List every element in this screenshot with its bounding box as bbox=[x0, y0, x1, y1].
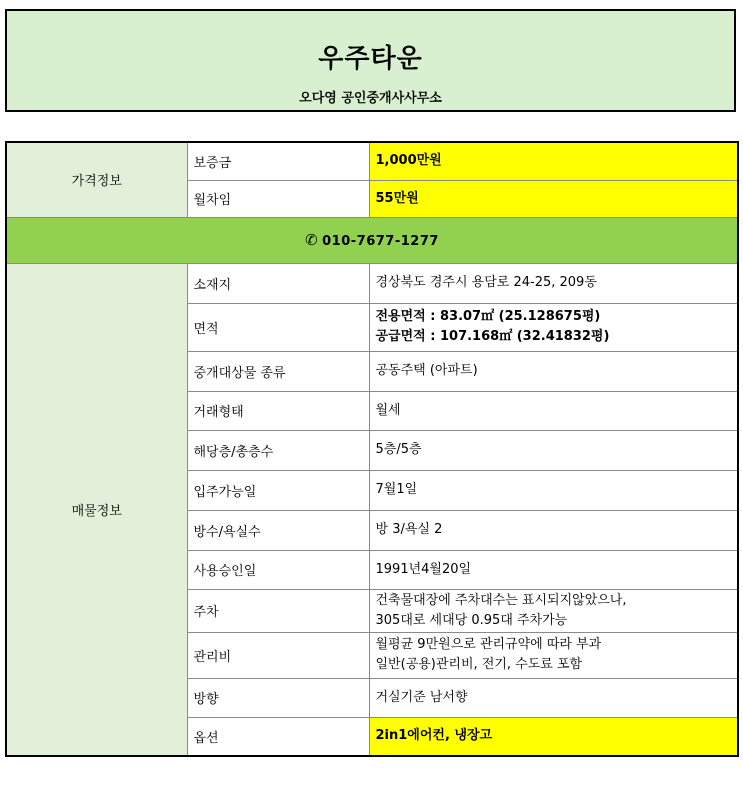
rent-label: 월차임 bbox=[187, 180, 369, 217]
rooms-baths-value bbox=[369, 510, 738, 550]
contact-row bbox=[6, 217, 738, 263]
approval-date-label: 사용승인일 bbox=[187, 550, 369, 589]
price-category: 가격정보 bbox=[6, 142, 187, 217]
location-value-line: 경상북도 경주시 용담로 24-25, 209동 bbox=[375, 275, 597, 290]
area-value-line: 공급면적 : 107.168㎡ (32.41832평) bbox=[375, 329, 610, 344]
maintenance-fee-label: 관리비 bbox=[187, 632, 369, 678]
listing-table bbox=[5, 141, 739, 757]
deposit-label: 보증금 bbox=[187, 142, 369, 180]
approval-date-value bbox=[369, 550, 738, 589]
rent-value: 55만원 bbox=[369, 180, 738, 217]
maintenance-fee-value-line: 일반(공용)관리비, 전기, 수도료 포함 bbox=[375, 657, 583, 672]
rooms-baths-label: 방수/욕실수 bbox=[187, 510, 369, 550]
options-value-line: 2in1에어컨, 냉장고 bbox=[375, 728, 493, 744]
contact-cell[interactable] bbox=[6, 217, 738, 263]
transaction-type-value bbox=[369, 391, 738, 430]
options-label: 옵션 bbox=[187, 717, 369, 756]
transaction-type-value-line: 월세 bbox=[375, 402, 401, 418]
area-value bbox=[369, 303, 738, 351]
parking-label: 주차 bbox=[187, 589, 369, 632]
approval-date-value-line: 1991년4월20일 bbox=[375, 561, 472, 577]
floor-value-line: 5층/5층 bbox=[375, 442, 422, 457]
property-type-value bbox=[369, 351, 738, 391]
agency-name: 오다영 공인중개사사무소 bbox=[299, 91, 442, 106]
location-label: 소재지 bbox=[187, 263, 369, 303]
direction-value bbox=[369, 678, 738, 717]
maintenance-fee-value bbox=[369, 632, 738, 678]
phone-number[interactable]: 010-7677-1277 bbox=[322, 234, 439, 249]
deposit-row bbox=[6, 142, 738, 180]
move-in-date-value-line: 7월1일 bbox=[375, 482, 418, 497]
floor-label: 해당층/총층수 bbox=[187, 430, 369, 470]
rooms-baths-value-line: 방 3/욕실 2 bbox=[375, 522, 443, 537]
phone-icon: ✆ bbox=[305, 231, 319, 249]
floor-value bbox=[369, 430, 738, 470]
property-type-value-line: 공동주택 (아파트) bbox=[375, 363, 478, 378]
move-in-date-label: 입주가능일 bbox=[187, 470, 369, 510]
area-value-line: 전용면적 : 83.07㎡ (25.128675평) bbox=[375, 309, 601, 324]
location-value bbox=[369, 263, 738, 303]
area-label: 면적 bbox=[187, 303, 369, 351]
parking-value bbox=[369, 589, 738, 632]
transaction-type-label: 거래형태 bbox=[187, 391, 369, 430]
location-row bbox=[6, 263, 738, 303]
deposit-value: 1,000만원 bbox=[369, 142, 738, 180]
building-name: 우주타운 bbox=[318, 44, 423, 74]
move-in-date-value bbox=[369, 470, 738, 510]
maintenance-fee-value-line: 월평균 9만원으로 관리규약에 따라 부과 bbox=[375, 637, 602, 652]
property-type-label: 중개대상물 종류 bbox=[187, 351, 369, 391]
listing-header bbox=[5, 9, 736, 112]
property-category: 매물정보 bbox=[6, 263, 187, 756]
parking-value-line: 305대로 세대당 0.95대 주차가능 bbox=[375, 612, 568, 628]
parking-value-line: 건축물대장에 주차대수는 표시되지않았으나, bbox=[375, 592, 627, 608]
options-value bbox=[369, 717, 738, 756]
direction-label: 방향 bbox=[187, 678, 369, 717]
direction-value-line: 거실기준 남서향 bbox=[375, 689, 468, 705]
